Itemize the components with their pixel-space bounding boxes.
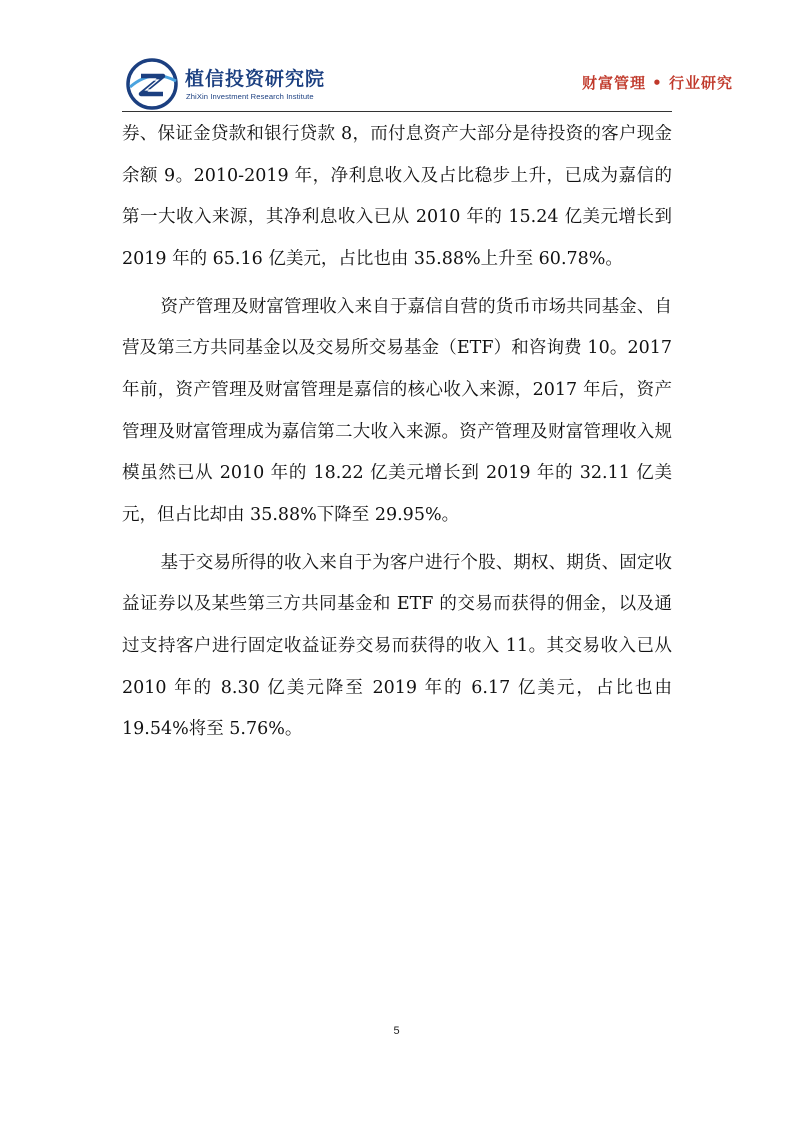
page-number: 5 [393,1025,400,1037]
header-divider [122,111,672,112]
logo-english-name: ZhiXin Investment Research Institute [186,92,314,101]
zhixin-logo-icon [124,56,180,112]
paragraph-trading-revenue: 基于交易所得的收入来自于为客户进行个股、期权、期货、固定收益证券以及某些第三方共同基金和 ETF 的交易而获得的佣金，以及通过支持客户进行固定收益证券交易而获得的收入 11。其交易收入已从 2010 年的 8.30 亿美元降至 2019 年的 6.17 亿美元，占比也由 19.54%将至 5.76%。 [122,552,672,740]
paragraph-asset-management: 资产管理及财富管理收入来自于嘉信自营的货币市场共同基金、自营及第三方共同基金以及交易所交易基金（ETF）和咨询费 10。2017 年前，资产管理及财富管理是嘉信的核心收入来源，2017 年后，资产管理及财富管理成为嘉信第二大收入来源。资产管理及财富管理收入规模虽然已从 2010 年的 18.22 亿美元增长到 2019 年的 32.11 亿美元，但占比却由 35.88%下降至 29.95%。 [122,296,672,525]
section-title: 财富管理 • 行业研究 [581,74,733,92]
logo-chinese-name: 植信投资研究院 [185,68,326,90]
paragraph-net-interest: 券、保证金贷款和银行贷款 8，而付息资产大部分是待投资的客户现金余额 9。2010-2019 年，净利息收入及占比稳步上升，已成为嘉信的第一大收入来源，其净利息收入已从 2010 年的 15.24 亿美元增长到 2019 年的 65.16 亿美元，占比也由 35.88%上升至 60.78%。 [122,124,672,269]
body-text [122,114,672,757]
